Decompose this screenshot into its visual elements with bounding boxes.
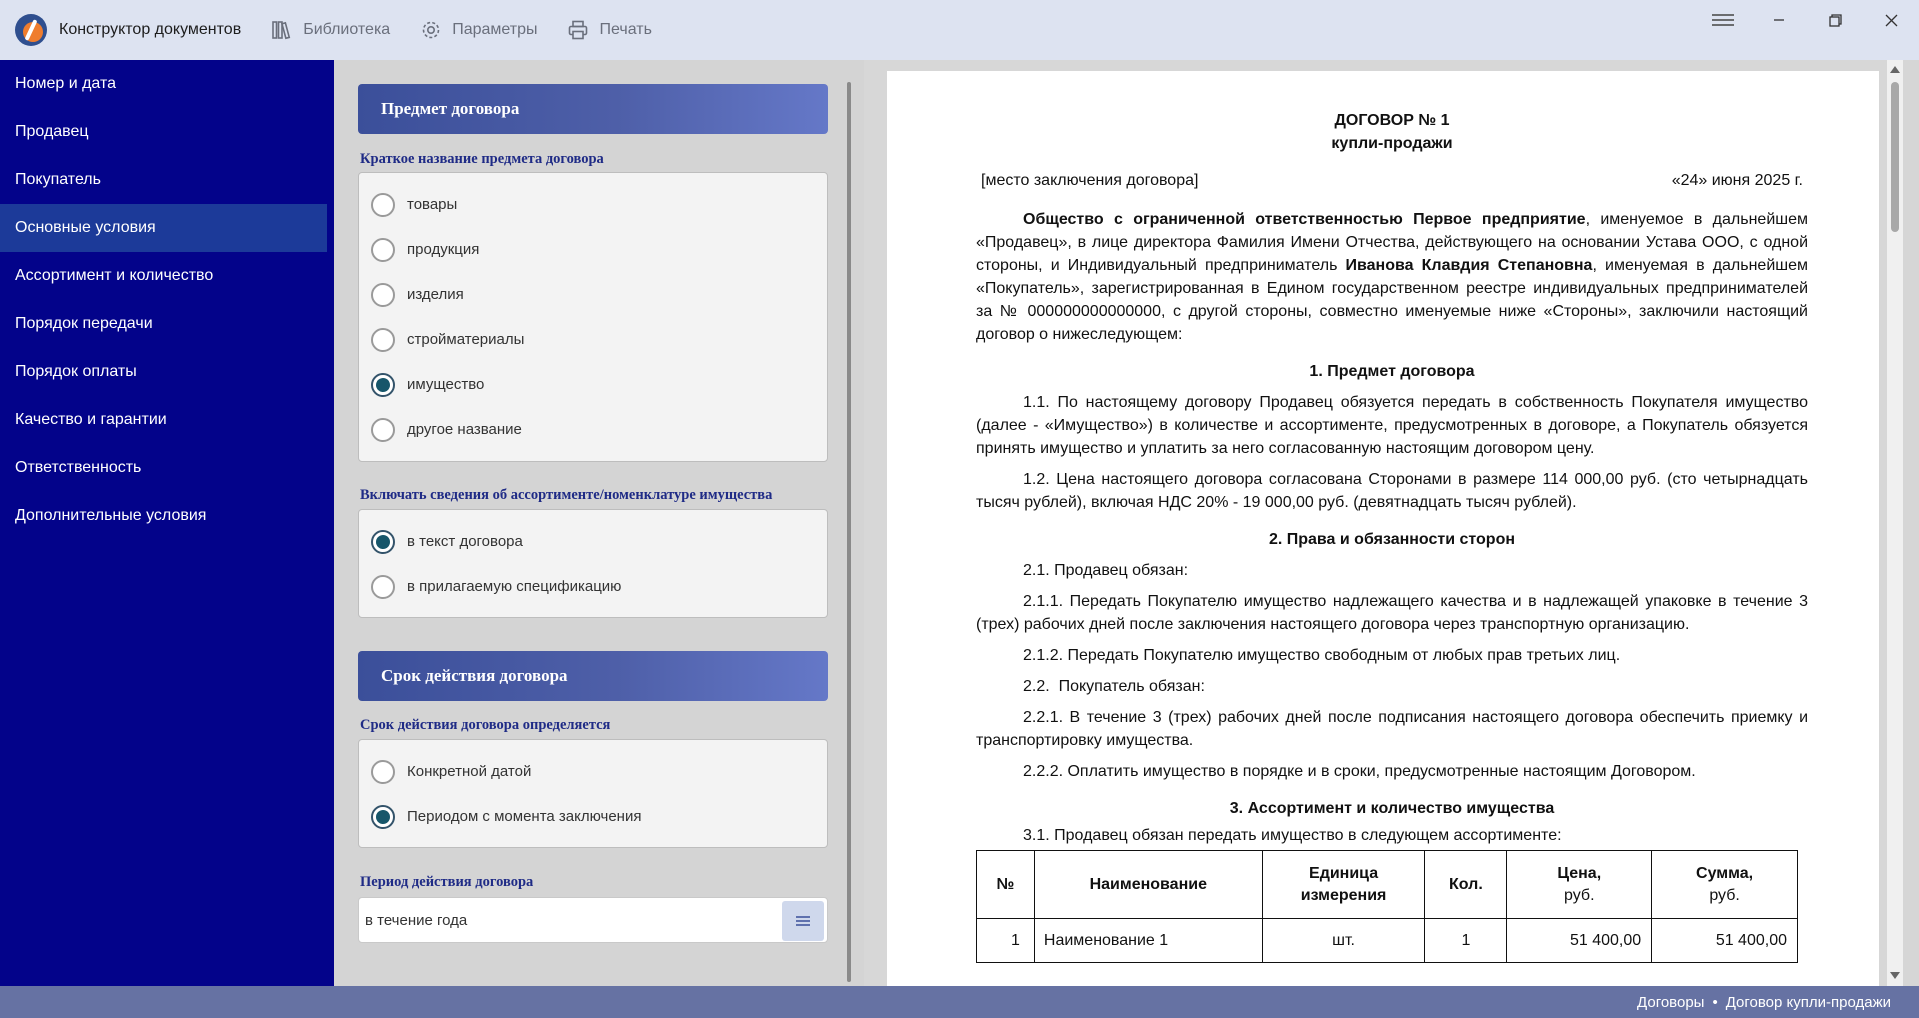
status-bar: [0, 986, 1919, 1018]
sidebar-item-label: Дополнительные условия: [15, 507, 207, 524]
sidebar-item-label: Ответственность: [15, 459, 142, 476]
settings-button[interactable]: [420, 19, 537, 41]
doc-p-2-1-2: 2.1.2. Передать Покупателю имущество свободным от любых прав третьих лиц.: [1023, 647, 1621, 664]
th-text: измерения: [1300, 886, 1387, 904]
title-bar: [0, 0, 1919, 60]
panel-scrollbar[interactable]: [847, 82, 851, 982]
sidebar-item-seller[interactable]: [0, 108, 334, 156]
radio-button[interactable]: [371, 328, 395, 352]
doc-p-2-2: 2.2. Покупатель обязан:: [1023, 678, 1205, 695]
section-header-subject: [358, 84, 828, 134]
sidebar-item-quality[interactable]: [0, 396, 334, 444]
th-text: Кол.: [1449, 875, 1483, 893]
table-cell: шт.: [1262, 919, 1425, 963]
library-button[interactable]: [271, 19, 390, 41]
document-scrollbar[interactable]: [1887, 60, 1903, 986]
doc-place: [место заключения договора]: [981, 172, 1199, 189]
th-text: №: [996, 875, 1015, 893]
radio-button[interactable]: [371, 283, 395, 307]
sidebar-item-label: Покупатель: [15, 171, 101, 188]
sidebar-item-assortment[interactable]: [0, 252, 334, 300]
th-text: руб.: [1564, 886, 1595, 904]
th-text: руб.: [1709, 886, 1740, 904]
sidebar-item-buyer[interactable]: [0, 156, 334, 204]
doc-date: «24» июня 2025 г.: [1671, 172, 1803, 189]
th-sum: [1652, 851, 1798, 919]
doc-p-2-2-1: 2.2.1. В течение 3 (трех) рабочих дней после подписания настоящего договора обеспечить приемку и транспортировку имущества.: [976, 709, 1808, 749]
breadcrumb-separator: •: [1712, 993, 1718, 1011]
sidebar-item-label: Порядок оплаты: [15, 363, 137, 380]
close-icon[interactable]: [1863, 0, 1919, 40]
document-page: [887, 71, 1879, 986]
intro-part2: , именуемая в дальнейшем «Покупатель», зарегистрированная в Едином государственном реестре индивидуальных предпринимателей за № 000000000000000, с другой стороны, совместно именуемые ниже «Стороны», заключили настоящий договор о нижеследующем:: [976, 257, 1808, 343]
library-label: Библиотека: [303, 21, 391, 38]
radio-label: Конкретной датой: [407, 763, 532, 780]
radio-label: Периодом с момента заключения: [407, 808, 642, 825]
section-title: Срок действия договора: [381, 666, 568, 685]
sidebar-item-label: Порядок передачи: [15, 315, 153, 332]
th-price: [1507, 851, 1652, 919]
subject-radio-group: [358, 172, 828, 462]
table-cell: Наименование 1: [1034, 919, 1262, 963]
th-unit: [1262, 851, 1425, 919]
app-logo-icon: [15, 14, 47, 46]
radio-button[interactable]: [371, 418, 395, 442]
list-menu-icon[interactable]: [782, 901, 824, 941]
th-text: Единица: [1309, 864, 1379, 882]
radio-label: имущество: [407, 376, 485, 393]
doc-heading-3: 3. Ассортимент и количество имущества: [1229, 800, 1555, 817]
radio-button-checked[interactable]: [371, 805, 395, 829]
radio-option-specification[interactable]: [359, 564, 827, 609]
minimize-icon[interactable]: [1751, 0, 1807, 40]
sidebar-item-payment[interactable]: [0, 348, 334, 396]
section-header-term: [358, 651, 828, 701]
radio-label: в прилагаемую спецификацию: [407, 578, 622, 595]
doc-intro: [976, 208, 1808, 346]
doc-p-3-1: 3.1. Продавец обязан передать имущество в следующем ассортименте:: [1023, 827, 1562, 844]
radio-label: продукция: [407, 241, 480, 258]
sidebar-item-liability[interactable]: [0, 444, 334, 492]
table-cell: 51 400,00: [1507, 919, 1652, 963]
doc-p-1-2: 1.2. Цена настоящего договора согласована Сторонами в размере 114 000,00 руб. (сто четырнадцать тысяч рублей), включая НДС 20% - 19 000,00 руб. (девятнадцать тысяч рублей).: [976, 471, 1808, 511]
sidebar-item-label: Качество и гарантии: [15, 411, 167, 428]
radio-button[interactable]: [371, 575, 395, 599]
print-label: Печать: [599, 21, 652, 38]
sidebar-item-main-conditions[interactable]: [0, 204, 327, 252]
sidebar-item-transfer[interactable]: [0, 300, 334, 348]
table-row: [977, 919, 1798, 963]
radio-label: другое название: [407, 421, 522, 438]
scroll-up-icon[interactable]: [1890, 66, 1900, 73]
doc-p-2-1-1: 2.1.1. Передать Покупателю имущество надлежащего качества и в надлежащей упаковке в течение 3 (трех) рабочих дней после заключения настоящего договора через транспортную организацию.: [976, 593, 1808, 633]
table-cell: 1: [977, 919, 1035, 963]
radio-option-property[interactable]: [359, 362, 827, 407]
restore-icon[interactable]: [1807, 0, 1863, 40]
menu-icon[interactable]: [1695, 0, 1751, 40]
radio-option-in-text[interactable]: [359, 519, 827, 564]
window-controls: [1695, 0, 1919, 40]
term-radio-group: [358, 739, 828, 848]
settings-label: Параметры: [452, 21, 538, 38]
th-text: Наименование: [1089, 875, 1207, 893]
radio-button[interactable]: [371, 193, 395, 217]
radio-option-goods[interactable]: [359, 182, 827, 227]
breadcrumb-contracts[interactable]: Договоры: [1637, 993, 1705, 1011]
section-title: Предмет договора: [381, 99, 520, 118]
period-value: в течение года: [365, 911, 468, 929]
doc-heading-1: 1. Предмет договора: [1309, 363, 1475, 380]
sidebar-item-additional[interactable]: [0, 492, 334, 540]
th-name: [1034, 851, 1262, 919]
th-qty: [1425, 851, 1507, 919]
radio-button[interactable]: [371, 760, 395, 784]
radio-button-checked[interactable]: [371, 373, 395, 397]
table-cell: 51 400,00: [1652, 919, 1798, 963]
sidebar-item-label: Номер и дата: [15, 75, 117, 92]
radio-option-items[interactable]: [359, 272, 827, 317]
doc-p-2-1: 2.1. Продавец обязан:: [1023, 562, 1189, 579]
assortment-label: Включать сведения об ассортименте/номенклатуре имущества: [360, 487, 773, 503]
document-preview: [864, 60, 1903, 986]
period-select[interactable]: [358, 897, 828, 943]
sidebar-item-label: Продавец: [15, 123, 89, 140]
print-button[interactable]: [567, 19, 651, 41]
sidebar-item-label: Ассортимент и количество: [15, 267, 214, 284]
table-cell: 1: [1425, 919, 1507, 963]
sidebar-item-label: Основные условия: [15, 219, 156, 236]
buyer-name: Иванова Клавдия Степановна: [1345, 257, 1593, 274]
radio-option-other-name[interactable]: [359, 407, 827, 452]
seller-name: Общество с ограниченной ответственностью Первое предприятие: [1023, 211, 1586, 228]
options-panel: [334, 60, 864, 986]
table-header-row: [977, 851, 1798, 919]
radio-label: изделия: [407, 286, 464, 303]
scroll-thumb[interactable]: [1891, 82, 1899, 232]
doc-p-2-2-2: 2.2.2. Оплатить имущество в порядке и в сроки, предусмотренные настоящим Договором.: [1023, 763, 1696, 780]
th-number: [977, 851, 1035, 919]
radio-label: товары: [407, 196, 458, 213]
doc-title: ДОГОВОР № 1: [1334, 112, 1450, 129]
radio-option-period[interactable]: [359, 794, 827, 839]
period-label: Период действия договора: [360, 874, 534, 890]
radio-button[interactable]: [371, 238, 395, 262]
books-icon: [271, 19, 293, 41]
th-text: Сумма,: [1696, 864, 1754, 882]
document-content: [976, 109, 1808, 963]
radio-option-materials[interactable]: [359, 317, 827, 362]
doc-heading-2: 2. Права и обязанности сторон: [1268, 531, 1516, 548]
intro-part1: , именуемое в дальнейшем «Продавец», в лице директора Фамилия Имени Отчества, действующего на основании Устава ООО, с одной стороны, и Индивидуальный предприниматель: [976, 211, 1808, 274]
sidebar: [0, 60, 334, 986]
radio-option-products[interactable]: [359, 227, 827, 272]
radio-label: стройматериалы: [407, 331, 525, 348]
printer-icon: [567, 19, 589, 41]
radio-button-checked[interactable]: [371, 530, 395, 554]
scroll-down-icon[interactable]: [1890, 972, 1900, 979]
sidebar-item-number-date[interactable]: [0, 60, 334, 108]
th-text: Цена,: [1557, 864, 1602, 882]
assortment-radio-group: [358, 509, 828, 618]
doc-place-date-row: [976, 169, 1808, 192]
radio-label: в текст договора: [407, 533, 523, 550]
doc-subtitle: купли-продажи: [1331, 135, 1453, 152]
breadcrumb-sale-contract[interactable]: Договор купли-продажи: [1725, 993, 1891, 1011]
subject-label: Краткое название предмета договора: [360, 151, 604, 167]
gear-icon: [420, 19, 442, 41]
term-label: Срок действия договора определяется: [360, 717, 611, 733]
doc-p-1-1: 1.1. По настоящему договору Продавец обязуется передать в собственность Покупателя имущество (далее - «Имущество») в количестве и ассортименте, предусмотренных в договоре, а Покупатель обязуется принять имущество и уплатить за него согласованную настоящим договором цену.: [976, 394, 1808, 457]
assortment-table: [976, 850, 1798, 963]
radio-option-specific-date[interactable]: [359, 749, 827, 794]
app-title: Конструктор документов: [59, 21, 242, 38]
